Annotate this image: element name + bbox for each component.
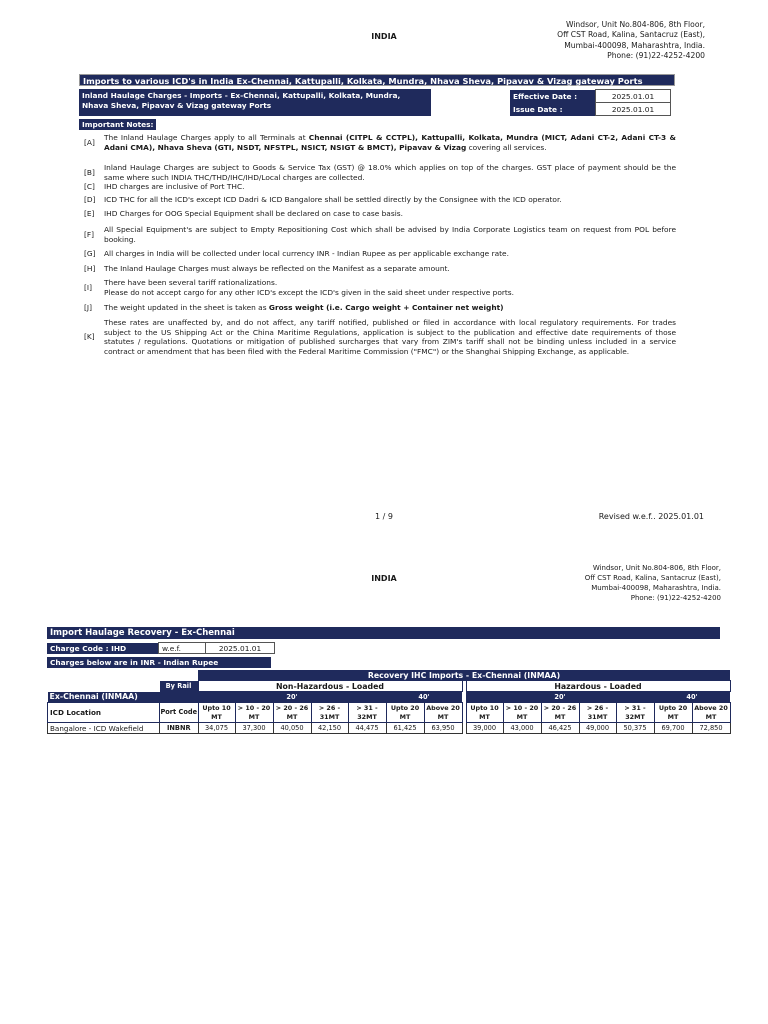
non-hazardous-weight-band-header: Upto 10 MT [198, 703, 235, 723]
note-key: [I] [84, 282, 92, 292]
note-item [84, 209, 676, 219]
hazardous-weight-band-header: > 31 - 32MT [616, 703, 654, 723]
issue-date-value: 2025.01.01 [596, 103, 671, 116]
note-item [84, 264, 676, 274]
address-line: Windsor, Unit No.804-806, 8th Floor, [565, 20, 705, 29]
icd-location-cell: Bangalore - ICD Wakefield [48, 723, 160, 734]
non-hazardous-weight-band-header: > 26 - 31MT [311, 703, 348, 723]
hazardous-rate-cell: 39,000 [466, 723, 503, 734]
note-item [84, 225, 676, 244]
port-code-header: Port Code [160, 703, 199, 723]
note-text: These rates are unaffected by, and do not affect, any tariff notified, published or filed in accordance with local regulatory requirements. For trades subject to the US Shipping Act or the China Maritime Regulations, application is subject to the publication and effective date requirements of those statutes / regulations. Quotations or mitigation of published surcharges that vary from ZIM's tariff shall not be binding unless included in a service contract or amendment that has been filed with the Federal Maritime Commission ("FMC") or the Shanghai Shipping Exchange, as applicable. [104, 318, 676, 356]
non-hazardous-rate-cell: 63,950 [424, 723, 462, 734]
table-row [48, 723, 731, 734]
note-text: The Inland Haulage Charges must always be reflected on the Manifest as a separate amount. [104, 264, 450, 273]
note-text: All Special Equipment's are subject to Empty Repositioning Cost which shall be advised by India Corporate Logistics team on request from POL before booking. [104, 225, 676, 244]
hazardous-header: Hazardous - Loaded [466, 681, 730, 692]
note-item [84, 318, 676, 356]
note-item [84, 195, 676, 205]
note-key: [F] [84, 229, 95, 239]
non-hazardous-weight-band-header: > 10 - 20 MT [235, 703, 273, 723]
icd-location-header: ICD Location [48, 703, 160, 723]
issue-date-label: Issue Date : [510, 103, 596, 116]
page-number: 1 / 9 [375, 512, 393, 521]
note-text: IHD charges are inclusive of Port THC. [104, 182, 245, 191]
note-bold-text: Chennai (CITPL & CCTPL), Kattupalli, Kolkata, Mundra (MICT, Adani CT-2, Adani CT-3 & Adani CMA), Nhava Sheva (GTI, NSDT, NFSTPL, NSICT, NSIGT & BMCT), Pipavav & Vizag [104, 133, 676, 152]
note-key: [B] [84, 167, 95, 177]
wef-label: w.e.f. [159, 643, 206, 654]
hazardous-rate-cell: 43,000 [503, 723, 541, 734]
non-hazardous-weight-band-header: > 31 - 32MT [348, 703, 386, 723]
hz-40-header: 40' [654, 692, 730, 703]
non-hazardous-weight-band-header: > 20 - 26 MT [273, 703, 311, 723]
note-bold-text: Gross weight (i.e. Cargo weight + Container net weight) [268, 303, 504, 312]
document-title: Imports to various ICD's in India Ex-Chennai, Kattupalli, Kolkata, Mundra, Nhava Sheva, Pipavav & Vizag gateway Ports [79, 74, 675, 86]
hz-20-header: 20' [466, 692, 654, 703]
note-text: There have been several tariff rationalizations. Please do not accept cargo for any other ICD's except the ICD's given in the said sheet under respective ports. [104, 278, 515, 297]
address-line: Windsor, Unit No.804-806, 8th Floor, [592, 564, 721, 572]
charge-code-table [47, 642, 275, 654]
note-item [84, 249, 676, 259]
haulage-rates-table [47, 670, 731, 734]
important-notes-header: Important Notes: [79, 119, 156, 130]
note-key: [G] [84, 249, 96, 258]
hazardous-rate-cell: 46,425 [541, 723, 579, 734]
charge-code-label: Charge Code : IHD [47, 643, 159, 654]
nh-40-header: 40' [386, 692, 462, 703]
hazardous-rate-cell: 69,700 [654, 723, 692, 734]
address-line: Off CST Road, Kalina, Santacruz (East), [557, 30, 705, 40]
hazardous-weight-band-header: > 10 - 20 MT [503, 703, 541, 723]
address-line: Mumbai-400098, Maharashtra, India. [591, 584, 721, 592]
revised-date: Revised w.e.f.. 2025.01.01 [598, 512, 704, 521]
non-hazardous-rate-cell: 42,150 [311, 723, 348, 734]
note-text: ICD THC for all the ICD's except ICD Dadri & ICD Bangalore shall be settled directly by the Consignee with the ICD operator. [104, 195, 562, 204]
company-address-2 [520, 563, 721, 603]
by-rail-label: By Rail [160, 681, 199, 692]
note-key: [J] [84, 303, 92, 312]
hazardous-rate-cell: 72,850 [692, 723, 730, 734]
nh-20-header: 20' [198, 692, 386, 703]
note-key: [H] [84, 264, 96, 273]
origin-label: Ex-Chennai (INMAA) [48, 692, 199, 703]
note-item [84, 182, 676, 192]
address-line: Phone: (91)22-4252-4200 [630, 594, 721, 602]
non-hazardous-rate-cell: 40,050 [273, 723, 311, 734]
note-text: Inland Haulage Charges are subject to Goods & Service Tax (GST) @ 18.0% which applies on top of the charges. GST place of payment should be the same where such INDIA THC/THD/IHC/IHD/Local charges are collected. [104, 163, 676, 182]
effective-date-value: 2025.01.01 [596, 90, 671, 103]
note-item [84, 303, 676, 313]
note-item [84, 133, 676, 152]
hazardous-rate-cell: 50,375 [616, 723, 654, 734]
non-hazardous-rate-cell: 61,425 [386, 723, 424, 734]
address-line: Phone: (91)22-4252-4200 [607, 50, 705, 60]
note-text: The Inland Haulage Charges apply to all Terminals at Chennai (CITPL & CCTPL), Kattupalli, Kolkata, Mundra (MICT, Adani CT-2, Adani CT-3 & Adani CMA), Nhava Sheva (GTI, NSDT, NFSTPL, NSICT, NSIGT & BMCT), Pipavav & Vizag covering all services. [104, 133, 676, 152]
hazardous-weight-band-header: Upto 20 MT [654, 703, 692, 723]
non-hazardous-rate-cell: 34,075 [198, 723, 235, 734]
address-line: Mumbai-400098, Maharashtra, India. [564, 40, 705, 50]
wef-value: 2025.01.01 [206, 643, 275, 654]
note-item [84, 163, 676, 182]
note-key: [D] [84, 195, 96, 204]
note-item [84, 278, 676, 297]
document-subtitle: Inland Haulage Charges - Imports - Ex-Chennai, Kattupalli, Kolkata, Mundra, Nhava Sheva, Pipavav & Vizag gateway Ports [79, 89, 431, 116]
note-key: [A] [84, 137, 95, 147]
non-hazardous-rate-cell: 37,300 [235, 723, 273, 734]
section-title: Import Haulage Recovery - Ex-Chennai [47, 627, 720, 639]
hazardous-weight-band-header: > 20 - 26 MT [541, 703, 579, 723]
table-banner: Recovery IHC Imports - Ex-Chennai (INMAA) [198, 670, 730, 681]
dates-table [510, 89, 671, 116]
hazardous-weight-band-header: > 26 - 31MT [579, 703, 616, 723]
effective-date-label: Effective Date : [510, 90, 596, 103]
hazardous-weight-band-header: Above 20 MT [692, 703, 730, 723]
non-hazardous-weight-band-header: Upto 20 MT [386, 703, 424, 723]
note-text: IHD Charges for OOG Special Equipment shall be declared on case to case basis. [104, 209, 403, 218]
note-key: [C] [84, 182, 95, 191]
country-heading: INDIA [371, 32, 397, 41]
hazardous-rate-cell: 49,000 [579, 723, 616, 734]
company-address [500, 20, 705, 61]
port-code-cell: INBNR [160, 723, 199, 734]
note-key: [E] [84, 209, 95, 218]
note-text: All charges in India will be collected under local currency INR - Indian Rupee as per applicable exchange rate. [104, 249, 509, 258]
non-hazardous-weight-band-header: Above 20 MT [424, 703, 462, 723]
non-hazardous-rate-cell: 44,475 [348, 723, 386, 734]
country-heading-2: INDIA [371, 574, 397, 583]
non-hazardous-header: Non-Hazardous - Loaded [198, 681, 462, 692]
currency-note: Charges below are in INR - Indian Rupee [47, 657, 271, 668]
note-text: The weight updated in the sheet is taken as Gross weight (i.e. Cargo weight + Container net weight) [104, 303, 504, 312]
address-line: Off CST Road, Kalina, Santacruz (East), [584, 574, 721, 582]
hazardous-weight-band-header: Upto 10 MT [466, 703, 503, 723]
note-key: [K] [84, 332, 95, 342]
